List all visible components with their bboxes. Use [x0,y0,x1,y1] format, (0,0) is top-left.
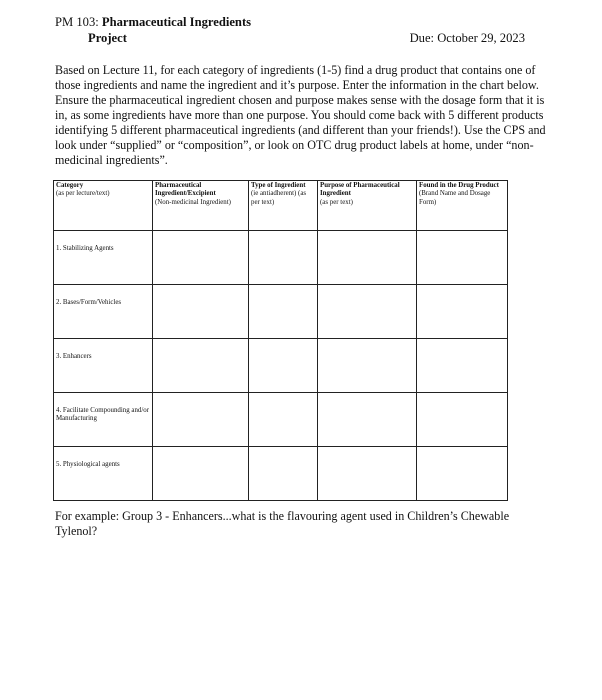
ingredient-cell[interactable] [153,231,249,285]
chart-header-row [54,181,508,231]
ingredient-cell[interactable] [153,339,249,393]
product-cell[interactable] [417,285,508,339]
product-cell[interactable] [417,231,508,285]
category-cell: 2. Bases/Form/Vehicles [54,285,153,339]
assignment-label: Project [88,31,127,45]
category-cell: 4. Facilitate Compounding and/or Manufacturing [54,393,153,447]
category-cell: 1. Stabilizing Agents [54,231,153,285]
header-purpose: Purpose of Pharmaceutical Ingredient (as per text) [318,181,417,231]
header-ingredient: Pharmaceutical Ingredient/Excipient (Non-medicinal Ingredient) [153,181,249,231]
purpose-cell[interactable] [318,339,417,393]
ingredient-cell[interactable] [153,393,249,447]
example-text: For example: Group 3 - Enhancers...what is the flavouring agent used in Children’s Chewable Tylenol? [55,509,510,538]
course-line [55,14,545,30]
category-cell: 5. Physiological agents [54,447,153,501]
document-header [55,14,545,46]
type-cell[interactable] [249,447,318,501]
purpose-cell[interactable] [318,231,417,285]
purpose-cell[interactable] [318,447,417,501]
table-row [54,339,508,393]
ingredient-cell[interactable] [153,285,249,339]
ingredients-chart [53,180,508,501]
product-cell[interactable] [417,339,508,393]
table-row [54,285,508,339]
type-cell[interactable] [249,231,318,285]
type-cell[interactable] [249,339,318,393]
course-title: Pharmaceutical Ingredients [101,15,252,29]
table-row [54,393,508,447]
category-cell: 3. Enhancers [54,339,153,393]
product-cell[interactable] [417,393,508,447]
purpose-cell[interactable] [318,393,417,447]
course-code: PM 103: [55,15,99,29]
ingredient-cell[interactable] [153,447,249,501]
due-date: Due: October 29, 2023 [409,31,525,45]
purpose-cell[interactable] [318,285,417,339]
table-row [54,231,508,285]
header-type: Type of Ingredient (ie antiadherent) (as per text) [249,181,318,231]
type-cell[interactable] [249,393,318,447]
type-cell[interactable] [249,285,318,339]
instructions-paragraph: Based on Lecture 11, for each category of ingredients (1-5) find a drug product that contains one of those ingredients and name the ingredient and it’s purpose. Enter the information in the chart below. Ensure the pharmaceutical ingredient chosen and purpose makes sense with the dosage form that it is in, as some ingredients have more than one purpose. You should come back with 5 different products identifying 5 different pharmaceutical ingredients (and different than your friends!). Use the CPS and look under “supplied” or “composition”, or look on OTC drug product labels at home, under “non-medicinal ingredients”. [55,63,546,167]
header-product: Found in the Drug Product (Brand Name and Dosage Form) [417,181,508,231]
header-category: Category (as per lecture/text) [54,181,153,231]
product-cell[interactable] [417,447,508,501]
table-row [54,447,508,501]
